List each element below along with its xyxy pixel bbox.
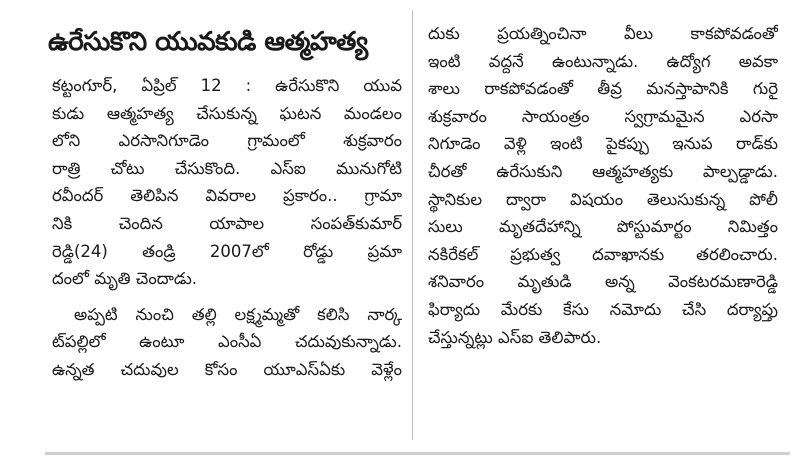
text-line: శనివారం మృతుడి అన్న వెంకటరమణారెడ్డి: [428, 272, 778, 292]
column-divider: [412, 10, 413, 440]
text-line: చేస్తున్నట్లు ఎస్ఐ తెలిపారు.: [428, 327, 602, 347]
text-line: సులు మృతదేహాన్ని పోస్టుమార్టం నిమిత్తం: [428, 217, 778, 237]
text-line: కట్టంగూర్, ఏప్రిల్ 12 : ఉరేసుకొని యువ: [52, 76, 402, 95]
text-line: నికి చెందిన యాపాల సంపత్‌కుమార్: [52, 213, 402, 233]
bottom-rule: [45, 452, 790, 455]
article-headline: ఉరేసుకొని యువకుడి ఆత్మహత్య: [48, 27, 368, 57]
text-line: ఫిర్యాదు మేరకు కేసు నమోదు చేసి దర్యాప్తు: [428, 299, 778, 319]
text-line: ఇంటి వద్దనే ఉంటున్నాడు. ఉద్యోగ అవకా: [428, 51, 778, 71]
text-line: రెడ్డి(24) తండ్రి 2007లో రోడ్డు ప్రమా: [52, 241, 402, 261]
text-line: ఉన్నత చదువుల కోసం యూఎస్ఏకు వెళ్లేం: [52, 359, 402, 379]
text-line: రవీందర్ తెలిపిన వివరాల ప్రకారం.. గ్రామా: [52, 186, 402, 206]
article-right-column: [428, 20, 778, 351]
text-line: దుకు ప్రయత్నించినా వీలు కాకపోవడంతో: [428, 24, 778, 43]
text-line: రాత్రి చోటు చేసుకొంది. ఎస్ఐ మునుగోటి: [52, 158, 402, 178]
text-line: ట్‌పల్లిలో ఉంటూ ఎంసీఏ చదువుకున్నాడు.: [52, 332, 402, 352]
article-left-column: [52, 72, 402, 384]
text-line: కుడు ఆత్మహత్య చేసుకున్న ఘటన మండలం: [52, 103, 402, 123]
text-line: లోని ఎరసానిగూడెం గ్రామంలో శుక్రవారం: [52, 131, 402, 151]
text-line: శాలు రాకపోవడంతో తీవ్ర మనస్తాపానికి గురై: [428, 79, 778, 99]
text-line: దంలో మృతి చెందాడు.: [52, 269, 198, 289]
text-line: నకిరేకల్ ప్రభుత్వ దవాఖానకు తరలించారు.: [428, 244, 778, 264]
text-line: నిగూడెం వెళ్లి ఇంటి పైకప్పు ఇనుప రాడ్‌కు: [428, 134, 778, 154]
text-line: అప్పటి నుంచి తల్లి లక్ష్మమ్మతో కలిసి నార్క: [74, 304, 402, 324]
text-line: చీరతో ఉరేసుకుని ఆత్మహత్యకు పాల్పడ్డాడు.: [428, 161, 778, 181]
text-line: స్థానికుల ద్వారా విషయం తెలుసుకున్న పోలీ: [428, 189, 778, 209]
text-line: శుక్రవారం సాయంత్రం స్వగ్రామమైన ఎరసా: [428, 106, 778, 126]
paragraph-gap: [52, 293, 402, 301]
